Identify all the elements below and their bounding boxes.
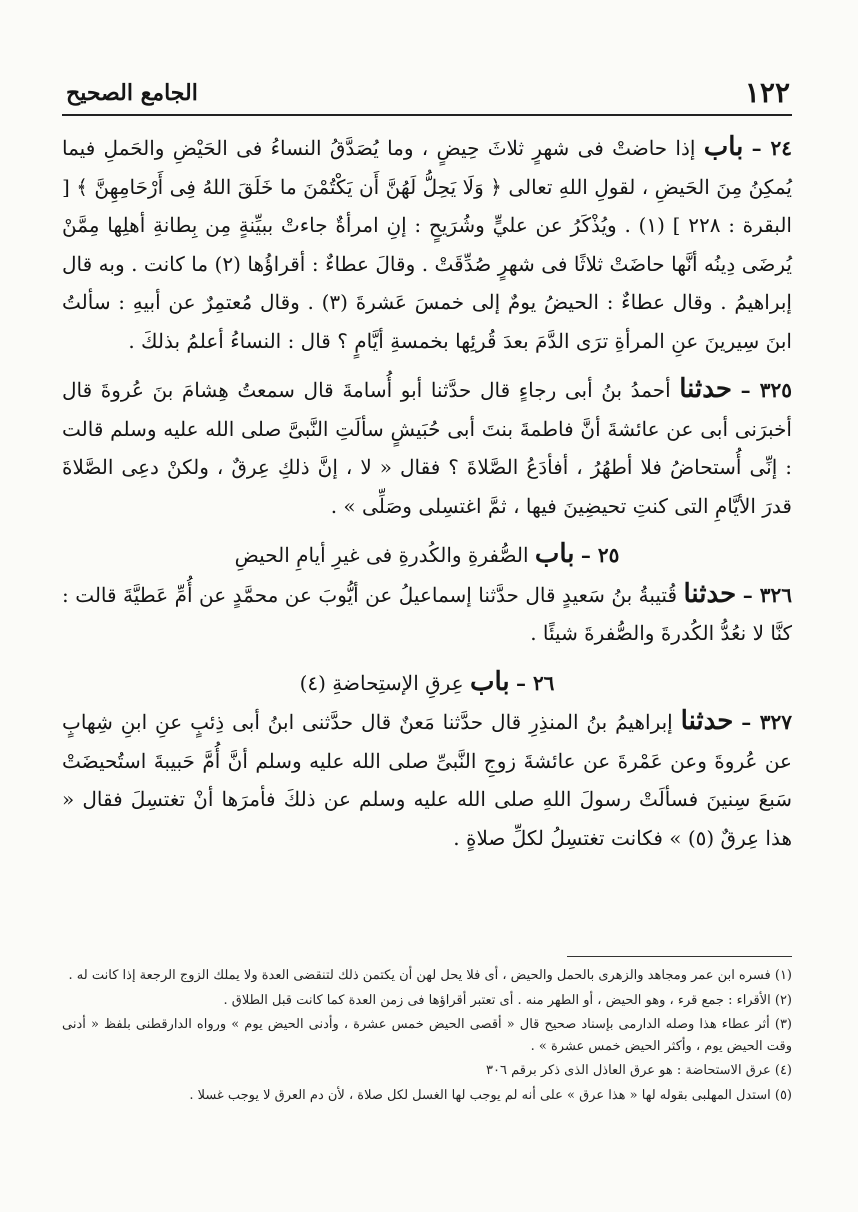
running-title: الجامع الصحيح bbox=[66, 80, 198, 106]
chapter-number: ٢٥ – bbox=[580, 543, 620, 567]
hadith-number: ٣٢٥ – bbox=[740, 378, 793, 402]
footnotes bbox=[62, 956, 792, 1109]
hadith-327 bbox=[62, 702, 792, 857]
hadith-text: إبراهيمُ بنُ المنذِرِ قال حدَّثنا مَعنٌ قال حدَّثنى ابنُ أبى ذِئبٍ عنِ ابنِ شِهابٍ عن عُروةَ وعن عَمْرةَ عن عائشةَ زوجِ النَّبىِّ صلى الله عليه وسلم أنَّ أُمَّ حَبيبةَ استُحيضَتْ سَبعَ سِنينَ فسألَتْ رسولَ اللهِ صلى الله عليه وسلم عن ذلكَ فأمرَها أنْ تغتسِلَ فقال « هذا عِرقٌ (٥) » فكانت تغتسِلُ لكلِّ صلاةٍ . bbox=[62, 710, 792, 850]
hadith-325 bbox=[62, 370, 792, 525]
footnote-5: (٥) استدل المهلبى بقوله لها « هذا عرق » على أنه لم يوجب لها الغسل لكل صلاة ، لأن دم العرق لا يوجب غسلا . bbox=[189, 1087, 792, 1103]
chapter-title: الصُّفرةِ والكُدرةِ فى غيرِ أيامِ الحيضِ bbox=[234, 543, 529, 567]
footnote-2: (٢) الأقراء : جمع قرء ، وهو الحيض ، أو الطهر منه . أى تعتبر أقراؤها فى زمن العدة كما كانت قبل الطلاق . bbox=[223, 992, 792, 1008]
hadith-label: حدثنا bbox=[683, 578, 737, 609]
hadith-number: ٣٢٦ – bbox=[742, 582, 793, 607]
footnote-divider bbox=[567, 956, 792, 957]
hadith-text: قُتيبةُ بنُ سَعيدٍ قال حدَّثنا إسماعيلُ عن أيُّوبَ عن محمَّدٍ عن أُمِّ عَطيَّةَ قالت : كنَّا لا نعُدُّ الكُدرةَ والصُّفرةَ شيئًا . bbox=[62, 582, 792, 645]
chapter-text: إذا حاضتْ فى شهرٍ ثلاثَ حِيضٍ ، وما يُصَدَّقُ النساءُ فى الحَيْضِ والحَملِ فيما يُمكِنُ مِنَ الحَيضِ ، لقولِ اللهِ تعالى ﴿ وَلَا يَحِلُّ لَهُنَّ أَن يَكْتُمْنَ ما خَلَقَ اللهُ فِى أَرْحَامِهِنَّ ﴾ [ البقرة : ٢٢٨ ] (١) . ويُذْكَرُ عن عليٍّ وشُرَيحٍ : إنِ امرأةٌ جاءتْ ببيِّنةٍ مِن بِطانةِ أهلِها مِمَّنْ يُرضَى دِينُه أنَّها حاضَتْ ثلاثًا فى شهرٍ صُدِّقَتْ . وقالَ عطاءٌ : أقراؤُها (٢) ما كانت . وبه قال إبراهيمُ . وقال عطاءٌ : الحيضُ يومٌ إلى خمسَ عَشرةَ (٣) . وقال مُعتمِرٌ عن أبيهِ : سألتُ ابنَ سِيرينَ عنِ المرأةِ ترَى الدَّمَ بعدَ قُرئِها بخمسةِ أيَّامٍ ؟ قال : النساءُ أعلمُ بذلكَ . bbox=[62, 136, 792, 353]
chapter-label: باب bbox=[469, 666, 510, 697]
chapter-title: عِرقِ الإستِحاضةِ (٤) bbox=[299, 670, 464, 695]
chapter-number: ٢٦ – bbox=[515, 670, 555, 695]
page-header bbox=[62, 74, 792, 116]
main-text bbox=[62, 128, 792, 857]
footnote-4: (٤) عرق الاستحاضة : هو عرق العاذل الذى ذكر برقم ٣٠٦ bbox=[485, 1063, 792, 1078]
hadith-label: حدثنا bbox=[679, 374, 732, 404]
hadith-label: حدثنا bbox=[680, 706, 734, 736]
hadith-326 bbox=[62, 575, 792, 653]
page-number: ١٢٢ bbox=[744, 76, 790, 109]
footnote-1: (١) فسره ابن عمر ومجاهد والزهرى بالحمل والحيض ، أى فلا يحل لهن أن يكتمن ذلك لتنقضى العدة ولا يملك الزوج الرجعة إذا كانت له . bbox=[68, 968, 792, 983]
chapter-24 bbox=[62, 128, 792, 360]
footnote-3: (٣) أثر عطاء هذا وصله الدارمى بإسناد صحيح قال « أقصى الحيض خمس عشرة ، وأدنى الحيض يوم » ورواه الدارقطنى بلفظ « أدنى وقت الحيض يوم ، وأكثر الحيض خمس عشرة » . bbox=[62, 1017, 792, 1054]
chapter-number: ٢٤ – bbox=[751, 136, 793, 160]
hadith-text: أحمدُ بنُ أبى رجاءٍ قال حدَّثنا أبو أُسامةَ قال سمعتُ هِشامَ بنَ عُروةَ قال أخبرَنى أبى عن عائشةَ أنَّ فاطمةَ بنتَ أبى حُبَيشٍ سألَتِ النَّبىَّ صلى الله عليه وسلم قالت : إنِّى أُستحاضُ فلا أطهُرُ ، أفأدَعُ الصَّلاةَ ؟ فقال « لا ، إنَّ ذلكِ عِرقٌ ، ولكنْ دعِى الصَّلاةَ قدرَ الأيَّامِ التى كنتِ تحيضِينَ فيها ، ثمَّ اغتسِلى وصَلِّى » . bbox=[62, 378, 792, 518]
chapter-label: باب bbox=[703, 132, 744, 162]
chapter-26 bbox=[62, 663, 792, 703]
chapter-label: باب bbox=[534, 539, 575, 569]
chapter-25 bbox=[62, 535, 792, 575]
hadith-number: ٣٢٧ – bbox=[741, 710, 793, 734]
